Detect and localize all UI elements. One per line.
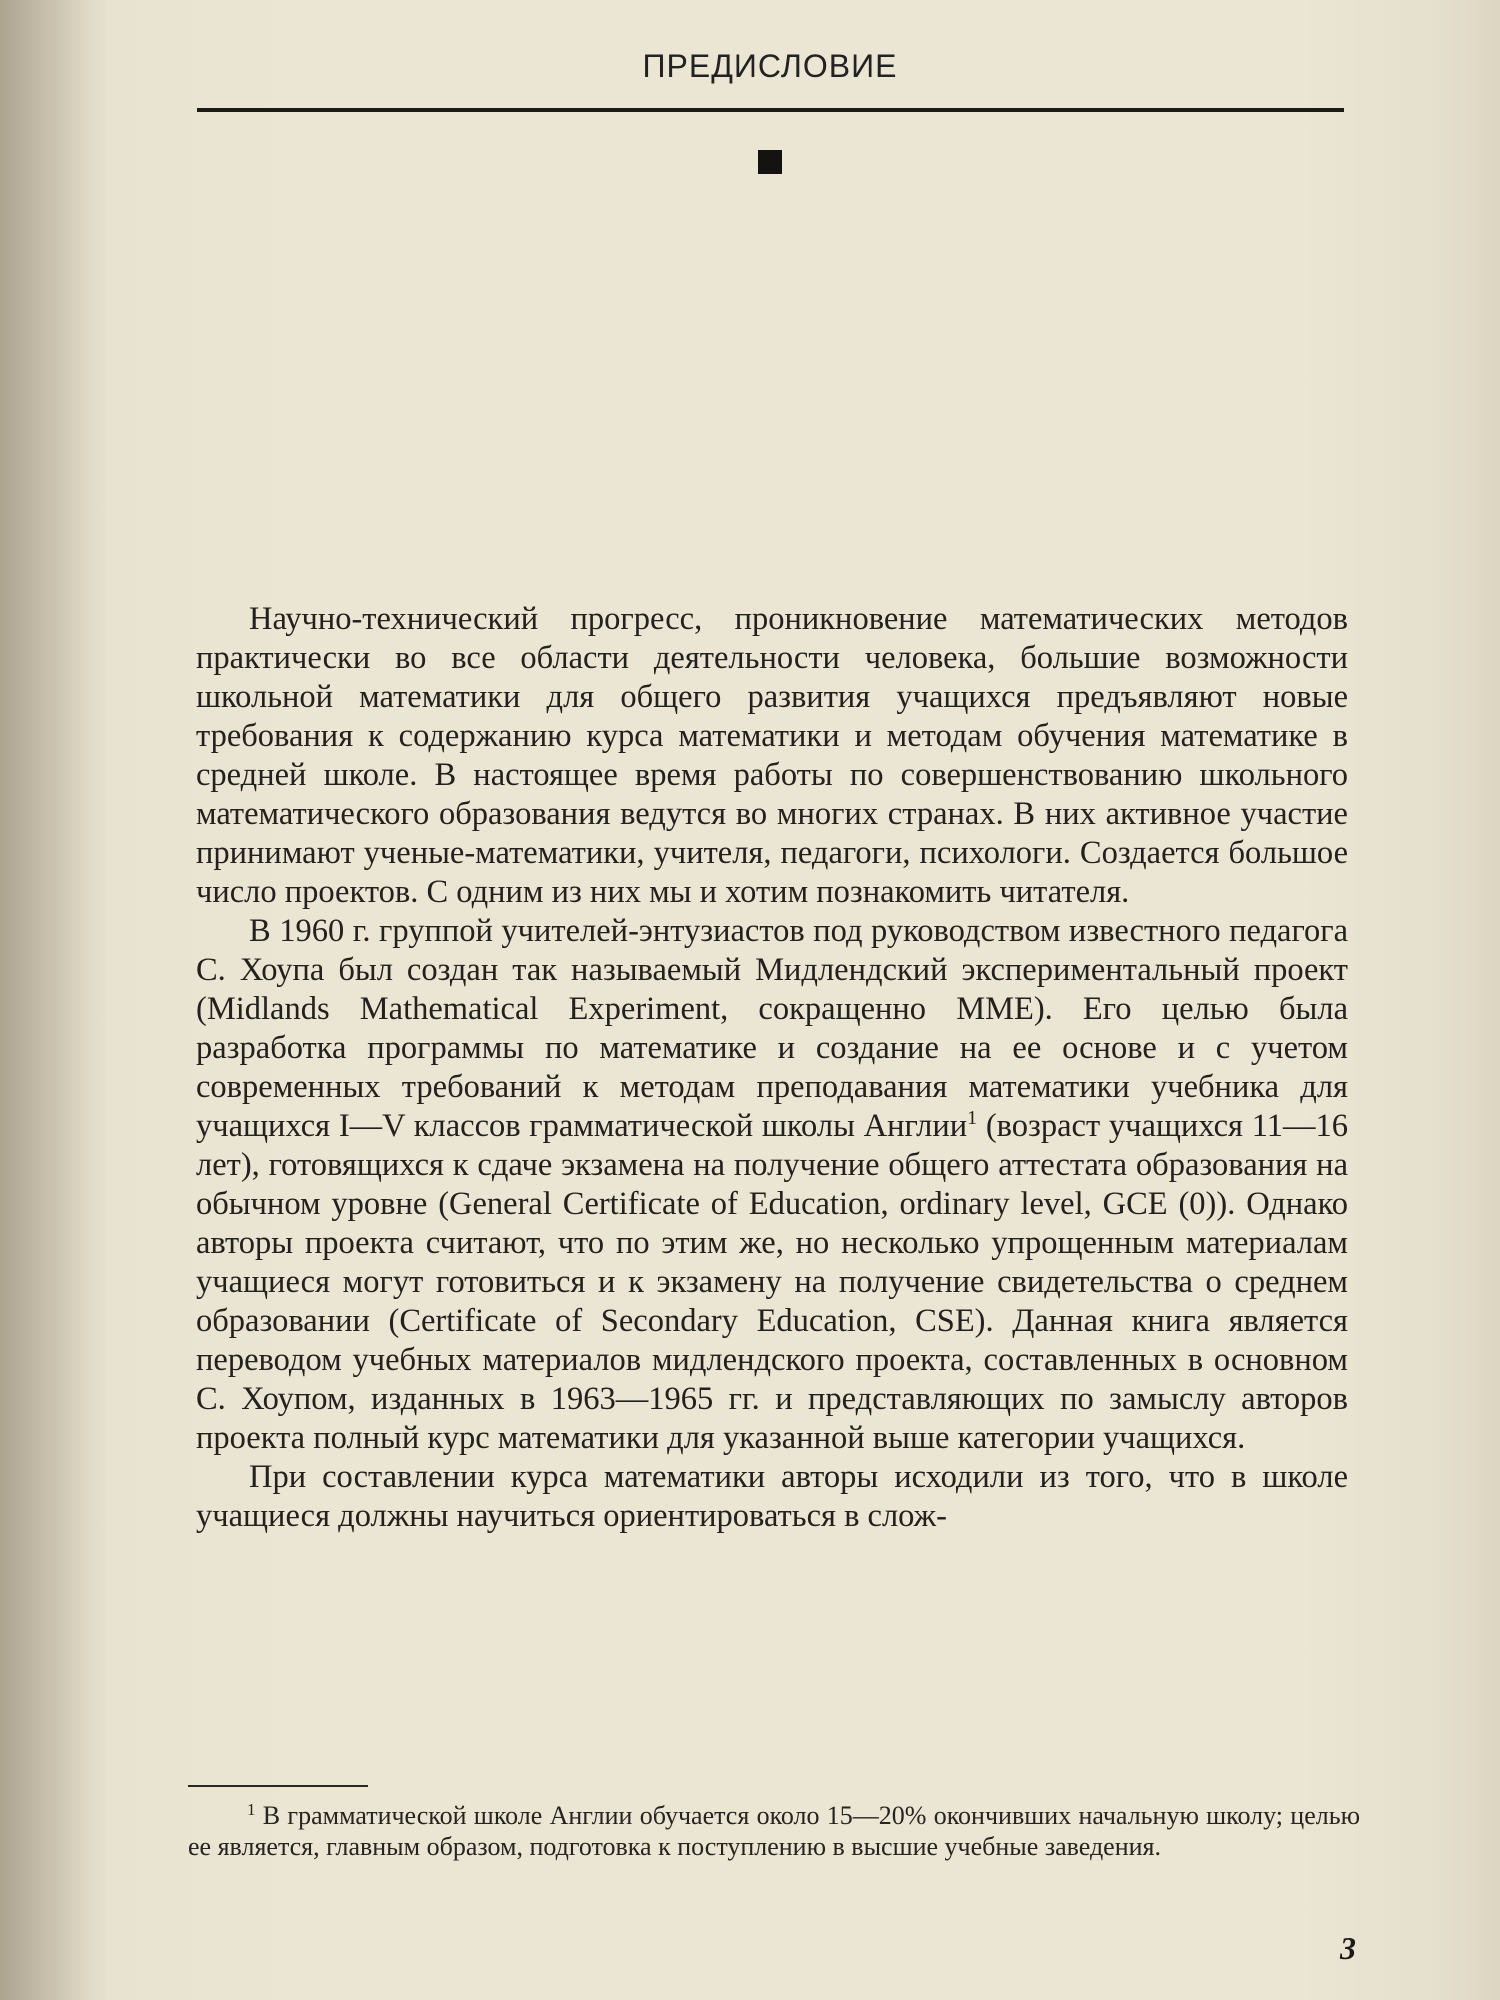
paragraph-1: Научно-технический прогресс, проникновение математических методов практически во все области деятельности человека, большие возможности школьной математики для общего развития учащихся предъявляют новые требования к содержанию курса математики и методам обучения математике в средней школе. В настоящее время работы по совершенствованию школьного математического образования ведутся во многих странах. В них активное участие принимают ученые-математики, учителя, педагоги, психологи. Создается большое число проектов. С одним из них мы и хотим познакомить читателя. (196, 601, 1348, 910)
footnote-reference: 1 (967, 1107, 978, 1129)
footnote-text: В грамматической школе Англии обучается около 15—20% окончивших начальную школу; целью ее является, главным образом, подготовка к поступлению в высшие учебные заведения. (188, 1801, 1360, 1861)
main-text (196, 600, 1348, 1536)
paragraph-3: При составлении курса математики авторы исходили из того, что в школе учащиеся должны научиться ориентироваться в слож- (196, 1459, 1348, 1534)
paragraph-2-part-2: (возраст учащихся 11—16 лет), готовящихся к сдаче экзамена на получение общего аттестата образования на обычном уровне (General Certificate of Education, ordinary level, GCE (0)). Однако авторы проекта считают, что по этим же, но несколько упрощенным материалам учащиеся могут готовиться и к экзамену на получение свидетельства о среднем образовании (Certificate of Secondary Education, CSE). Данная книга является переводом учебных материалов мидлендского проекта, составленных в основном С. Хоупом, изданных в 1963—1965 гг. и представляющих по замыслу авторов проекта полный курс математики для указанной выше категории учащихся. (196, 1108, 1348, 1456)
footnote (188, 1800, 1360, 1862)
paragraph-2 (196, 912, 1348, 1458)
footnote-marker: 1 (247, 1800, 256, 1819)
footnote-rule (188, 1785, 368, 1787)
header-rule (197, 108, 1344, 112)
page-number: 3 (1340, 1930, 1356, 1966)
page-title: ПРЕДИСЛОВИЕ (642, 48, 898, 84)
paragraph-2-part-1: В 1960 г. группой учителей-энтузиастов под руководством известного педагога С. Хоупа был создан так называемый Мидлендский экспериментальный проект (Midlands Mathematical Experiment, сокращенно MME). Его целью была разработка программы по математике и создание на ее основе и с учетом современных требований к методам преподавания математики учебника для учащихся I—V классов грамматической школы Англии (196, 913, 1348, 1144)
black-square-ornament (758, 150, 782, 174)
binding-shadow (0, 0, 110, 2000)
footnote-paragraph (188, 1800, 1360, 1862)
